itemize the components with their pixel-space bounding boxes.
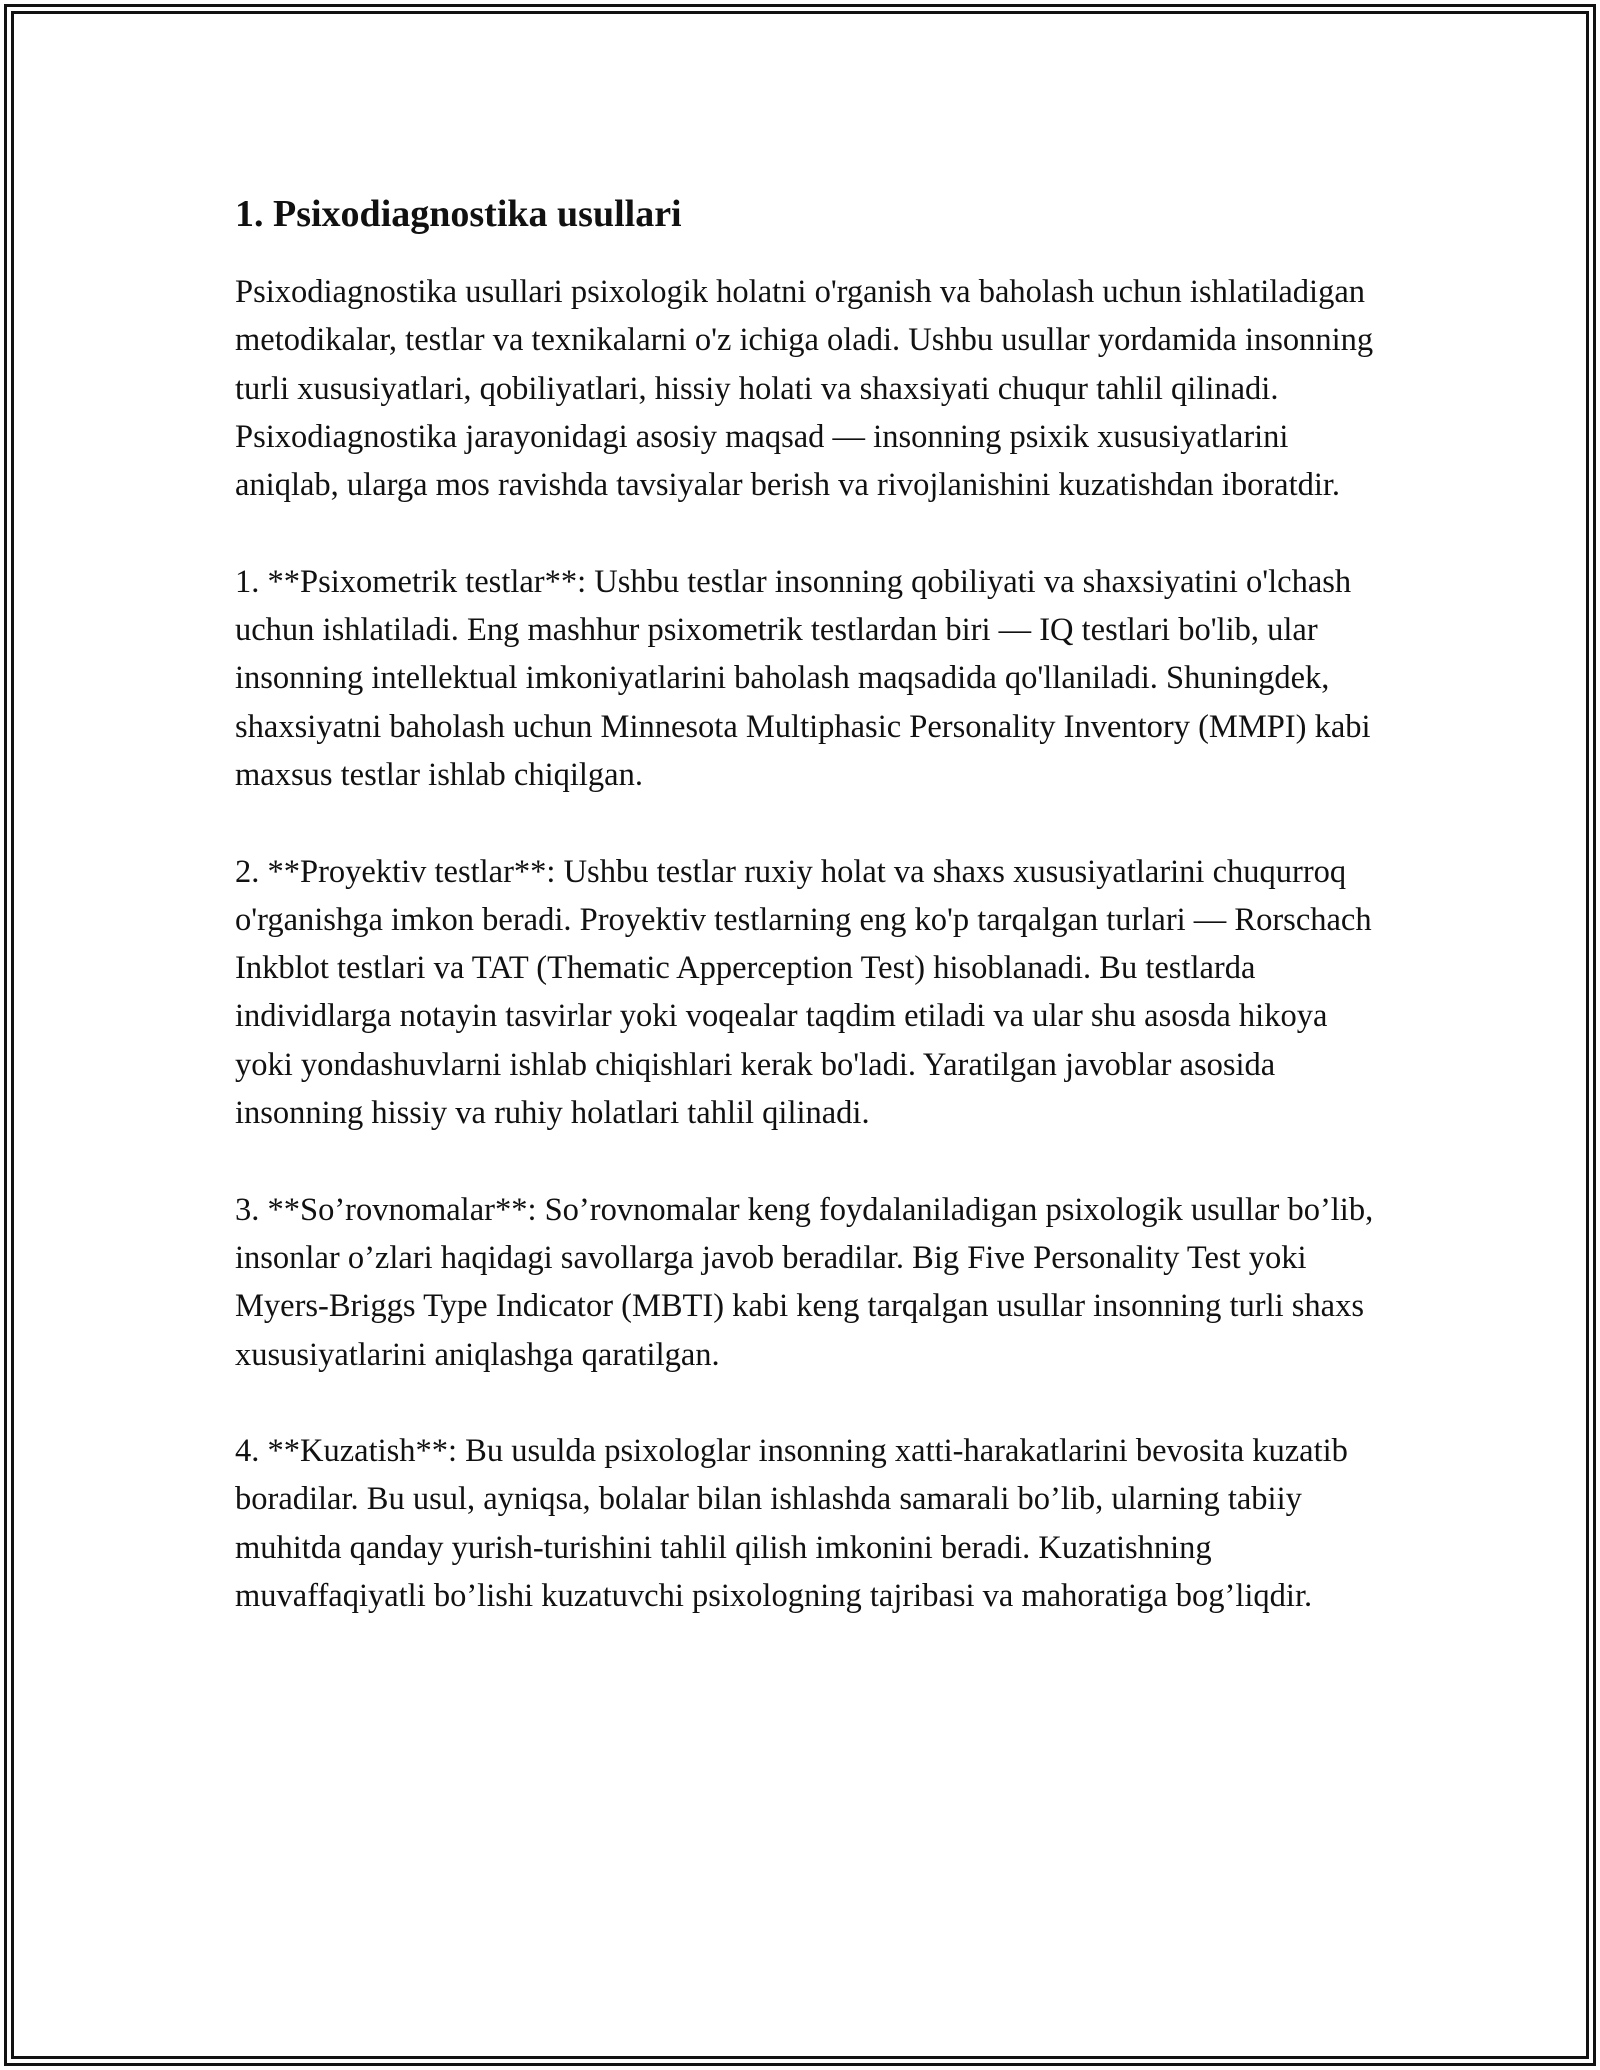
- section-title: 1. Psixodiagnostika usullari: [235, 193, 682, 235]
- projective-tests-paragraph: 2. **Proyektiv testlar**: Ushbu testlar ruxiy holat va shaxs xususiyatlarini chuqurroq o'rganishga imkon beradi. Proyektiv testlarning eng ko'p tarqalgan turlari — Rorschach Inkblot testlari va TAT (Thematic Apperception Test) hisoblanadi. Bu testlarda individlarga notayin tasvirlar yoki voqealar taqdim etiladi va ular shu asosda hikoya yoki yondashuvlarni ishlab chiqishlari kerak bo'ladi. Yaratilgan javoblar asosida insonning hissiy va ruhiy holatlari tahlil qilinadi.: [235, 853, 1372, 1132]
- observation-paragraph: 4. **Kuzatish**: Bu usulda psixologlar insonning xatti-harakatlarini bevosita kuzatib boradilar. Bu usul, ayniqsa, bolalar bilan ishlashda samarali bo’lib, ularning tabiiy muhitda qanday yurish-turishini tahlil qilish imkonini beradi. Kuzatishning muvaffaqiyatli bo’lishi kuzatuvchi psixologning tajribasi va mahoratiga bog’liqdir.: [235, 1433, 1348, 1615]
- document-body: [235, 188, 1375, 1669]
- psychometric-tests-paragraph: 1. **Psixometrik testlar**: Ushbu testlar insonning qobiliyati va shaxsiyatini o'lchash uchun ishlatiladi. Eng mashhur psixometrik testlardan biri — IQ testlari bo'lib, ular insonning intellektual imkoniyatlarini baholash maqsadida qo'llaniladi. Shuningdek, shaxsiyatni baholash uchun Minnesota Multiphasic Personality Inventory (MMPI) kabi maxsus testlar ishlab chiqilgan.: [235, 563, 1371, 793]
- questionnaires-paragraph: 3. **So’rovnomalar**: So’rovnomalar keng foydalaniladigan psixologik usullar bo’lib, insonlar o’zlari haqidagi savollarga javob beradilar. Big Five Personality Test yoki Myers-Briggs Type Indicator (MBTI) kabi keng tarqalgan usullar insonning turli shaxs xususiyatlarini aniqlashga qaratilgan.: [235, 1191, 1374, 1373]
- intro-paragraph: Psixodiagnostika usullari psixologik holatni o'rganish va baholash uchun ishlatiladigan metodikalar, testlar va texnikalarni o'z ichiga oladi. Ushbu usullar yordamida insonning turli xususiyatlari, qobiliyatlari, hissiy holati va shaxsiyati chuqur tahlil qilinadi. Psixodiagnostika jarayonidagi asosiy maqsad — insonning psixik xususiyatlarini aniqlab, ularga mos ravishda tavsiyalar berish va rivojlanishini kuzatishdan iboratdir.: [235, 274, 1374, 504]
